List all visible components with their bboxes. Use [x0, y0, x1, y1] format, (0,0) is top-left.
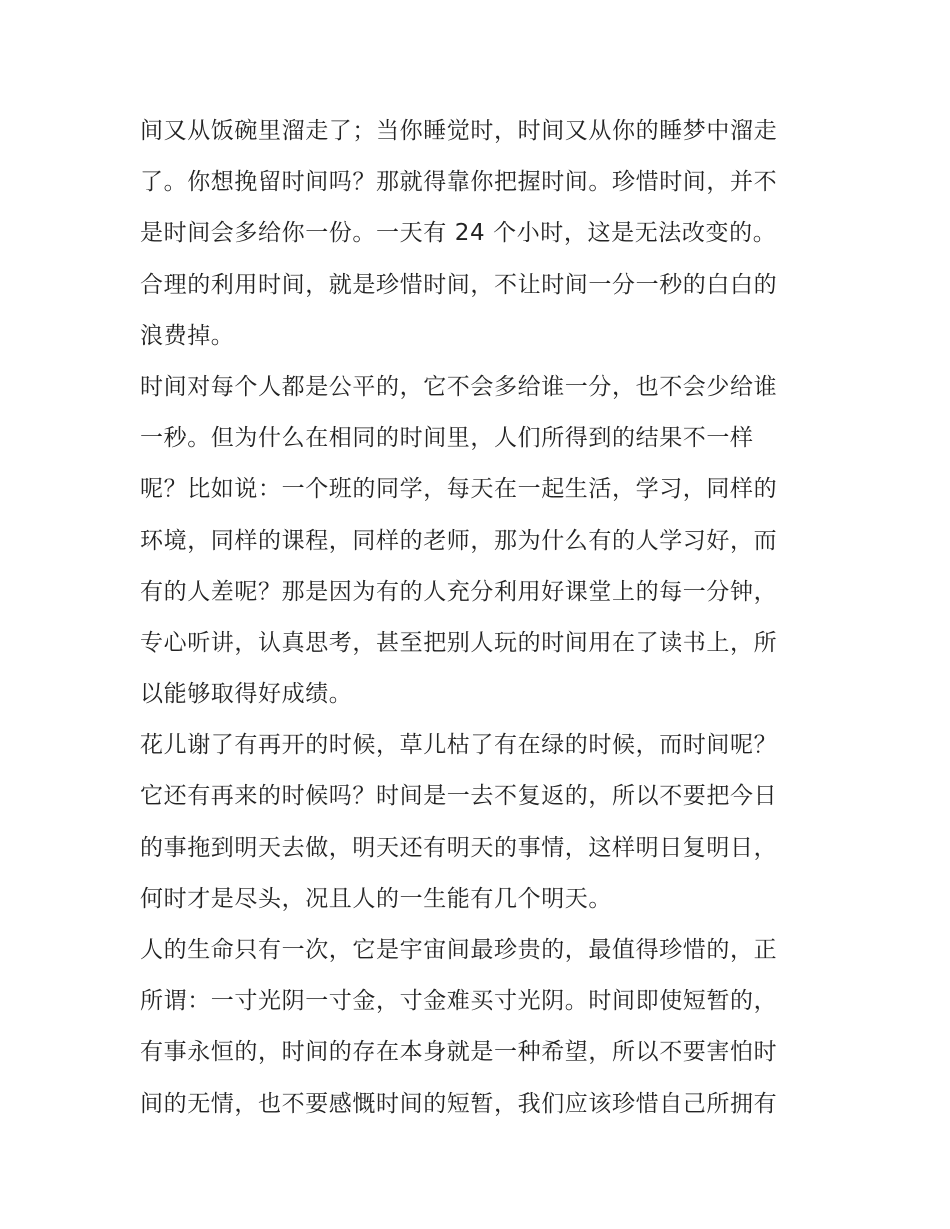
- text-line: 呢？比如说：一个班的同学，每天在一起生活，学习，同样的: [140, 476, 778, 503]
- text-line: 了。你想挽留时间吗？那就得靠你把握时间。珍惜时间，并不: [140, 169, 778, 196]
- text-line: 浪费掉。: [140, 322, 235, 349]
- text-line: 的事拖到明天去做，明天还有明天的事情，这样明日复明日，: [140, 834, 778, 861]
- text-line: 合理的利用时间，就是珍惜时间，不让时间一分一秒的白白的: [140, 271, 778, 298]
- text-line: 间又从饭碗里溜走了；当你睡觉时，时间又从你的睡梦中溜走: [140, 118, 778, 144]
- text-line: 人的生命只有一次，它是宇宙间最珍贵的，最值得珍惜的，正: [140, 937, 778, 963]
- text-line: 以能够取得好成绩。: [140, 681, 353, 708]
- text-line: 是时间会多给你一份。一天有 24 个小时，这是无法改变的。: [140, 220, 777, 247]
- text-line: 间的无情，也不要感慨时间的短暂，我们应该珍惜自己所拥有: [140, 1090, 778, 1117]
- text-line: 环境，同样的课程，同样的老师，那为什么有的人学习好，而: [140, 527, 778, 554]
- text-line: 有的人差呢？那是因为有的人充分利用好课堂上的每一分钟，: [140, 578, 778, 605]
- text-line: 所谓：一寸光阴一寸金，寸金难买寸光阴。时间即使短暂的，: [140, 988, 778, 1015]
- text-line: 花儿谢了有再开的时候，草儿枯了有在绿的时候，而时间呢？: [140, 732, 778, 759]
- text-line: 专心听讲，认真思考，甚至把别人玩的时间用在了读书上，所: [140, 629, 778, 656]
- text-line: 一秒。但为什么在相同的时间里，人们所得到的结果不一样: [140, 425, 754, 452]
- document-body: [140, 106, 820, 1130]
- text-line: 有事永恒的，时间的存在本身就是一种希望，所以不要害怕时: [140, 1039, 778, 1066]
- text-line: 它还有再来的时候吗？时间是一去不复返的，所以不要把今日: [140, 783, 778, 810]
- text-line: 何时才是尽头，况且人的一生能有几个明天。: [140, 885, 612, 912]
- text-line: 时间对每个人都是公平的，它不会多给谁一分，也不会少给谁: [140, 373, 778, 400]
